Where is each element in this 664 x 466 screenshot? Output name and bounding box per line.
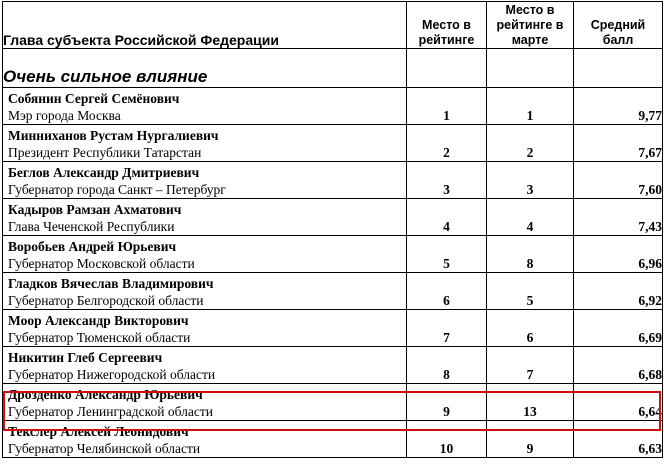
score-cell: 6,69 — [574, 310, 663, 347]
prev-rank-cell: 13 — [487, 384, 574, 421]
governor-name: Дрозденко Александр Юрьевич — [8, 387, 203, 402]
prev-rank-cell: 5 — [487, 273, 574, 310]
score-cell: 6,64 — [574, 384, 663, 421]
governor-post: Мэр города Москва — [8, 108, 121, 123]
rank-cell: 9 — [407, 384, 487, 421]
table-row — [3, 88, 663, 125]
rating-table — [2, 1, 663, 458]
rank-cell: 1 — [407, 88, 487, 125]
governor-cell — [3, 384, 407, 421]
score-cell: 6,63 — [574, 421, 663, 458]
governor-post: Губернатор Московской области — [8, 256, 195, 271]
prev-rank-cell: 2 — [487, 125, 574, 162]
table-row — [3, 125, 663, 162]
section-title: Очень сильное влияние — [3, 49, 407, 88]
governor-post: Президент Республики Татарстан — [8, 145, 202, 160]
score-cell: 9,77 — [574, 88, 663, 125]
score-cell: 7,43 — [574, 199, 663, 236]
prev-rank-cell: 1 — [487, 88, 574, 125]
header-rank: Место в рейтинге — [407, 2, 487, 49]
governor-post: Губернатор Белгородской области — [8, 293, 204, 308]
table-row — [3, 421, 663, 458]
governor-cell — [3, 310, 407, 347]
governor-name: Кадыров Рамзан Ахматович — [8, 202, 182, 217]
rank-cell: 8 — [407, 347, 487, 384]
governor-post: Губернатор города Санкт – Петербург — [8, 182, 226, 197]
governor-cell — [3, 236, 407, 273]
governor-post: Губернатор Тюменской области — [8, 330, 191, 345]
governor-cell — [3, 162, 407, 199]
governor-cell — [3, 421, 407, 458]
governor-cell — [3, 125, 407, 162]
governor-name: Никитин Глеб Сергеевич — [8, 350, 163, 365]
governor-name: Беглов Александр Дмитриевич — [8, 165, 200, 180]
governor-cell — [3, 347, 407, 384]
section-row — [3, 49, 663, 88]
governor-name: Минниханов Рустам Нургалиевич — [8, 128, 219, 143]
header-prev-rank: Место в рейтинге в марте — [487, 2, 574, 49]
score-cell: 6,68 — [574, 347, 663, 384]
prev-rank-cell: 9 — [487, 421, 574, 458]
rank-cell: 3 — [407, 162, 487, 199]
governor-post: Губернатор Ленинградской области — [8, 404, 213, 419]
rank-cell: 2 — [407, 125, 487, 162]
score-cell: 6,92 — [574, 273, 663, 310]
table-row — [3, 199, 663, 236]
header-row — [3, 2, 663, 49]
score-cell: 6,96 — [574, 236, 663, 273]
prev-rank-cell: 4 — [487, 199, 574, 236]
governor-cell — [3, 88, 407, 125]
score-cell: 7,60 — [574, 162, 663, 199]
table-row — [3, 310, 663, 347]
rank-cell: 7 — [407, 310, 487, 347]
governor-post: Губернатор Нижегородской области — [8, 367, 216, 382]
table-row — [3, 273, 663, 310]
header-score: Средний балл — [574, 2, 663, 49]
governor-name: Моор Александр Викторович — [8, 313, 189, 328]
prev-rank-cell: 3 — [487, 162, 574, 199]
governor-post: Губернатор Челябинской области — [8, 441, 201, 456]
table-row — [3, 162, 663, 199]
governor-name: Текслер Алексей Леонидович — [8, 424, 189, 439]
governor-cell — [3, 199, 407, 236]
rank-cell: 4 — [407, 199, 487, 236]
table-row — [3, 347, 663, 384]
governor-name: Воробьев Андрей Юрьевич — [8, 239, 177, 254]
score-cell: 7,67 — [574, 125, 663, 162]
prev-rank-cell: 8 — [487, 236, 574, 273]
governor-post: Глава Чеченской Республики — [8, 219, 175, 234]
governor-name: Гладков Вячеслав Владимирович — [8, 276, 214, 291]
rank-cell: 6 — [407, 273, 487, 310]
rank-cell: 10 — [407, 421, 487, 458]
governor-cell — [3, 273, 407, 310]
prev-rank-cell: 6 — [487, 310, 574, 347]
table-row-highlighted — [3, 384, 663, 421]
header-name: Глава субъекта Российской Федерации — [3, 2, 407, 49]
rank-cell: 5 — [407, 236, 487, 273]
prev-rank-cell: 7 — [487, 347, 574, 384]
table-row — [3, 236, 663, 273]
governor-name: Собянин Сергей Семёнович — [8, 91, 180, 106]
